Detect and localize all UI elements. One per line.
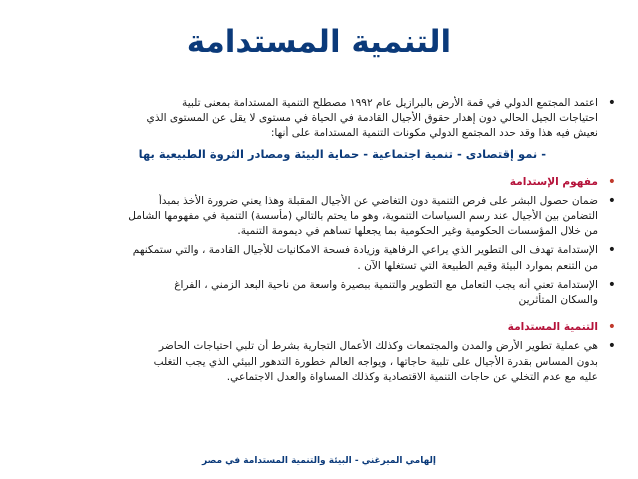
bullet-icon: • [607,338,616,355]
text-line: هي عملية تطوير الأرض والمدن والمجتمعات وكذلك الأعمال التجارية بشرط أن تلبي احتياجات الحاضر [158,340,598,353]
text-line: ضمان حصول البشر على فرص التنمية دون التغاضي عن الأجيال المقبلة وهذا يعني ضرورة الأخذ بمبدأ [158,194,598,207]
bullet-icon: • [607,95,616,111]
bullet-icon: • [607,319,616,336]
bullet-icon: • [607,276,616,293]
text-line: الإستدامة تهدف الى التطوير الذي يراعي الرفاهية وزيادة فسحة الامكانيات للأجيال القادمة ، والتي ستمكنهم [132,244,598,257]
intro-bullet [20,96,616,142]
text-line: الإستدامة تعني أنه يجب التعامل مع التطوير والتنمية ببصيرة واسعة من ناحية البعد الزمني ، الفراغ [174,278,598,291]
concept-bullet-2 [20,243,616,273]
section-heading-development: التنمية المستدامة [507,321,598,334]
slide-content [20,96,616,389]
spacer [20,312,616,320]
text-line: بدون المساس بقدرة الأجيال على تلبية حاجاتها ، ويواجه العالم خطورة التدهور البيئي الذي يجب التغلب [153,355,598,368]
concept-heading-bullet [20,175,616,190]
text-line: احتياجات الجيل الحالي دون إهدار حقوق الأجيال القادمة في الحياة في مستوى لا يقل عن المستوى الذي [146,112,598,125]
text-line: والسكان المتأثرين [518,294,598,307]
text-line: من التنعم بموارد البيئة وقيم الطبيعة التي تستغلها الآن . [357,259,598,272]
sustainability-pillars: - نمو إقتصادى - تنمية اجتماعية - حماية البيئة ومصادر الثروة الطبيعية بها [138,146,546,161]
concept-bullet-1 [20,194,616,240]
bullet-icon: • [607,192,616,209]
dev-bullet [20,339,616,385]
bullet-icon: • [607,242,616,259]
dev-heading-bullet [20,320,616,335]
text-line: التضامن بين الأجيال عند رسم السياسات التنموية، وهو ما يحتم بالتالي (مأسسة) التنمية في مفهومها الشامل [128,210,598,223]
bullet-icon: • [607,173,616,190]
text-line: عليه مع عدم التخلي عن حاجات التنمية الاقتصادية وكذلك المساواة والعدل الاجتماعي. [226,370,598,383]
section-heading-concept: مفهوم الإستدامة [509,175,598,188]
page-title: التنمية المستدامة [186,24,452,60]
text-line: اعتمد المجتمع الدولي في قمة الأرض بالبرازيل عام ١٩٩٢ مصطلح التنمية المستدامة بمعنى تلبية [182,97,598,109]
text-line: من خلال المؤسسات الحكومية وغير الحكومية بما يجعلها تساهم في ديمومة التنمية. [237,225,598,238]
text-line: نعيش فيه هذا وقد حدد المجتمع الدولي مكونات التنمية المستدامة على أنها: [270,127,598,140]
concept-bullet-3 [20,278,616,308]
footer-credit: إلهامي الميرغني - البيئة والتنمية المستدامة في مصر [201,456,437,466]
